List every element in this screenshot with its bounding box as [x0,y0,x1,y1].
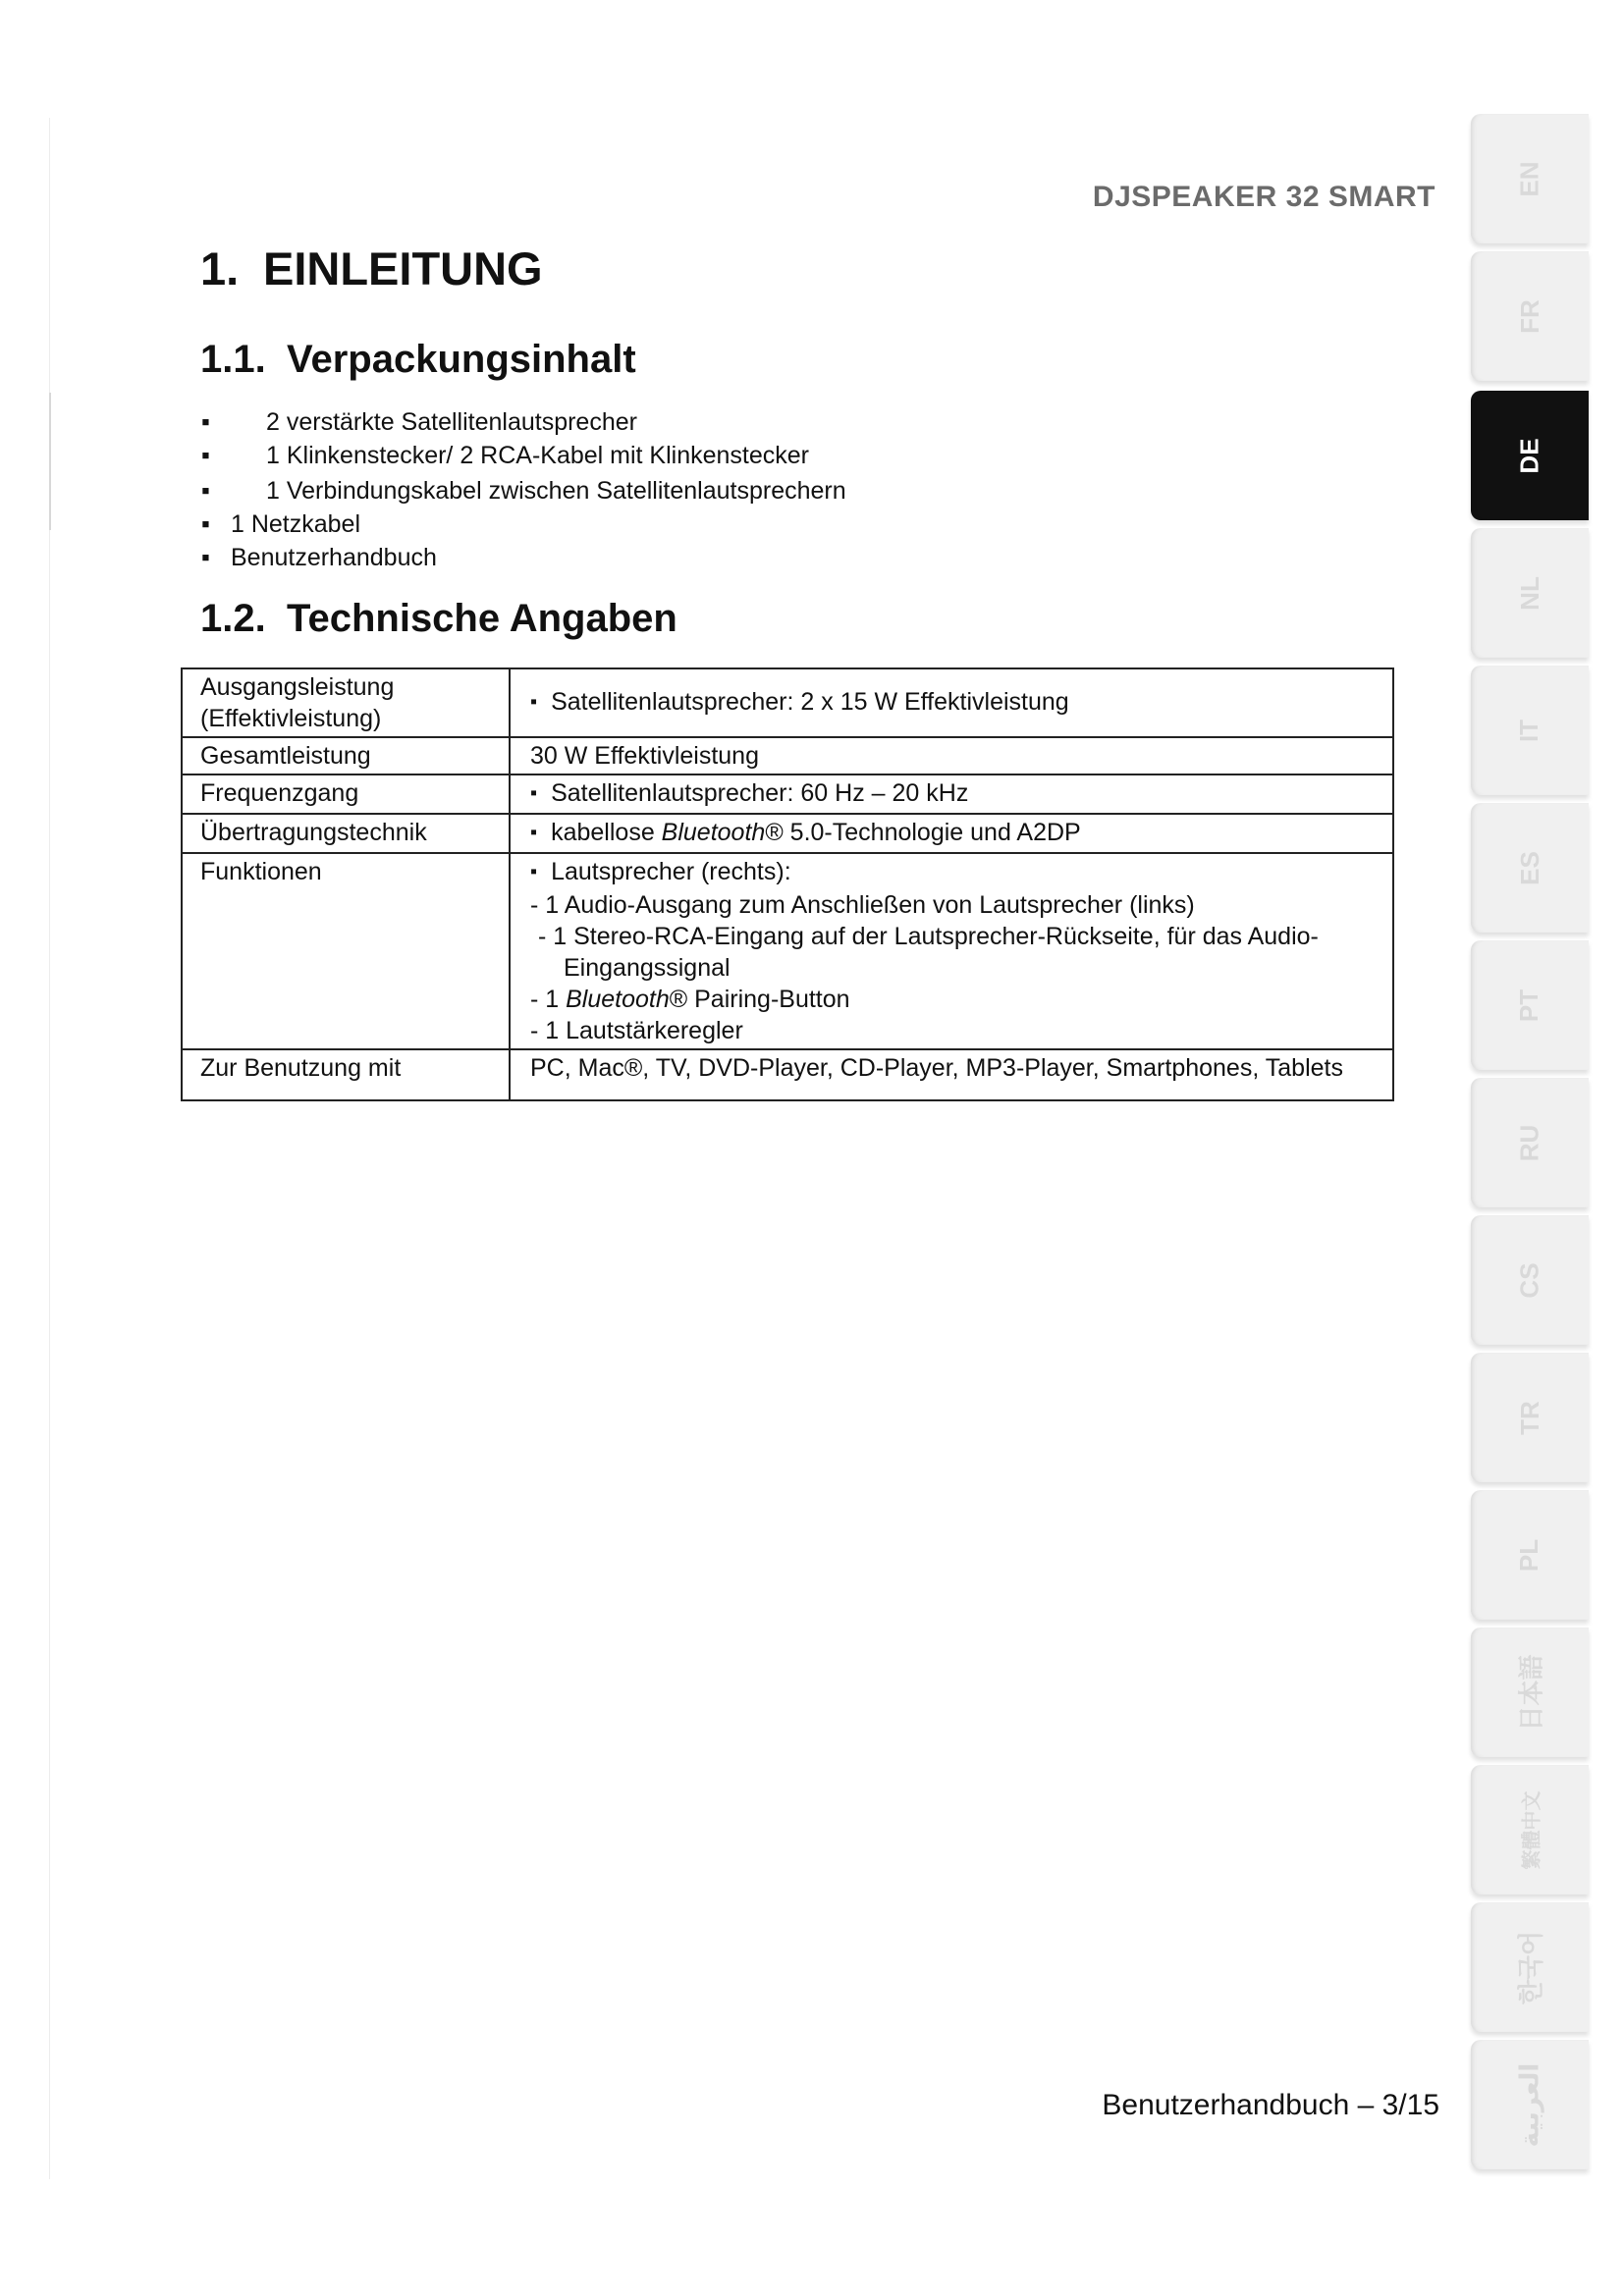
spec-value-text: - 1 [530,986,567,1013]
section-number: 1. [200,242,240,294]
spec-value-line [530,984,1382,1015]
tab-label: ES [1514,850,1544,885]
language-tab-ko[interactable] [1471,1902,1589,2032]
spec-value-line: Eingangssignal [564,954,731,982]
section-title-text: EINLEITUNG [263,242,543,294]
tab-label: العربية [1514,2062,1544,2147]
list-item-text: 2 verstärkte Satellitenlautsprecher [266,408,637,436]
spec-label: Gesamtleistung [182,737,510,774]
spec-value-text: Satellitenlautsprecher: 60 Hz – 20 kHz [551,779,969,807]
spec-value-line: - 1 Lautstärkeregler [530,1017,743,1044]
spec-value-text: Satellitenlautsprecher: 2 x 15 W Effektivleistung [551,688,1069,716]
bullet-icon: ▪ [201,408,210,436]
language-tab-ja[interactable] [1471,1628,1589,1757]
spec-label: Funktionen [182,853,510,1049]
table-row [182,668,1393,737]
spec-value-text: 30 W Effektivleistung [530,742,759,770]
table-row [182,1049,1393,1100]
spec-label [182,668,510,737]
list-item-text: Benutzerhandbuch [231,544,437,571]
bullet-icon: ▪ [530,822,538,843]
tab-label: 한국어 [1516,1930,1546,2004]
spec-value [510,853,1393,1049]
spec-value [510,774,1393,814]
spec-value-line: - 1 Stereo-RCA-Eingang auf der Lautsprecher-Rückseite, für das Audio- [538,923,1319,950]
tab-label: 繁體中文 [1521,1790,1543,1869]
list-item [201,442,809,470]
list-item-text: 1 Verbindungskabel zwischen Satellitenlautsprechern [266,477,846,505]
spec-value-line: - 1 Audio-Ausgang zum Anschließen von Lautsprecher (links) [530,891,1195,919]
language-tab-ar[interactable] [1471,2040,1589,2169]
language-tab-cs[interactable] [1471,1215,1589,1345]
list-item [201,510,360,539]
bluetooth-text: Bluetooth [566,986,670,1013]
section-title-text: Verpackungsinhalt [287,338,636,381]
language-tab-nl[interactable] [1471,528,1589,658]
product-name: DJSPEAKER 32 SMART [1092,181,1435,213]
language-tab-tr[interactable] [1471,1353,1589,1482]
spec-label-line: (Effektivleistung) [200,705,382,732]
bullet-icon: ▪ [201,544,210,571]
tab-label: NL [1514,575,1544,611]
table-row [182,737,1393,774]
tab-label: CS [1514,1261,1544,1299]
specs-table [181,667,1394,1101]
language-tab-ru[interactable] [1471,1078,1589,1207]
spec-label: Zur Benutzung mit [182,1049,510,1100]
bluetooth-text: Bluetooth [661,819,766,846]
list-item [201,544,437,572]
spec-value [510,668,1393,737]
spec-value [510,814,1393,853]
language-tab-es[interactable] [1471,803,1589,933]
list-item-text: 1 Netzkabel [231,510,361,538]
language-tab-en[interactable] [1471,114,1589,243]
tab-label: IT [1514,719,1544,742]
left-binding-mark [49,393,51,530]
language-tab-pt[interactable] [1471,940,1589,1070]
table-row [182,814,1393,853]
tab-label: PL [1514,1538,1544,1572]
spec-value-text: Lautsprecher (rechts): [551,858,791,885]
tab-label: EN [1514,160,1544,197]
language-tab-zh[interactable] [1471,1765,1589,1895]
language-tab-fr[interactable] [1471,251,1589,381]
tab-label: PT [1514,988,1544,1022]
section-title-einleitung [200,241,543,295]
list-item [201,477,846,506]
page-footer: Benutzerhandbuch – 3/15 [1102,2089,1439,2121]
table-row [182,774,1393,814]
bullet-icon: ▪ [530,691,538,713]
spec-label-line: Ausgangsleistung [200,673,395,701]
tab-label: 日本語 [1516,1653,1546,1732]
bullet-icon: ▪ [530,861,538,882]
section-title-text: Technische Angaben [287,597,677,640]
bullet-icon: ▪ [201,510,210,538]
language-tab-de[interactable] [1471,391,1589,520]
section-title-technische-angaben [200,597,677,641]
bullet-icon: ▪ [201,442,210,469]
spec-label: Frequenzgang [182,774,510,814]
tab-label: DE [1514,437,1544,474]
section-number: 1.1. [200,338,266,381]
language-tab-it[interactable] [1471,666,1589,795]
language-tab-pl[interactable] [1471,1490,1589,1620]
section-title-verpackungsinhalt [200,338,636,382]
tab-label: TR [1514,1400,1544,1435]
section-number: 1.2. [200,597,266,640]
bullet-icon: ▪ [530,782,538,804]
spec-label: Übertragungstechnik [182,814,510,853]
spec-value [510,1049,1393,1100]
list-item [201,408,637,437]
bullet-icon: ▪ [201,477,210,505]
spec-value-line [530,856,1382,889]
spec-value-text: ® 5.0-Technologie und A2DP [765,819,1081,846]
tab-label: RU [1514,1124,1544,1161]
table-row [182,853,1393,1049]
list-item-text: 1 Klinkenstecker/ 2 RCA-Kabel mit Klinkenstecker [266,442,810,469]
spec-value-text: kabellose [551,819,662,846]
spec-value [510,737,1393,774]
spec-value-text: ® Pairing-Button [669,986,850,1013]
tab-label: FR [1514,298,1544,334]
spec-value-text: PC, Mac®, TV, DVD-Player, CD-Player, MP3-Player, Smartphones, Tablets [530,1054,1343,1082]
